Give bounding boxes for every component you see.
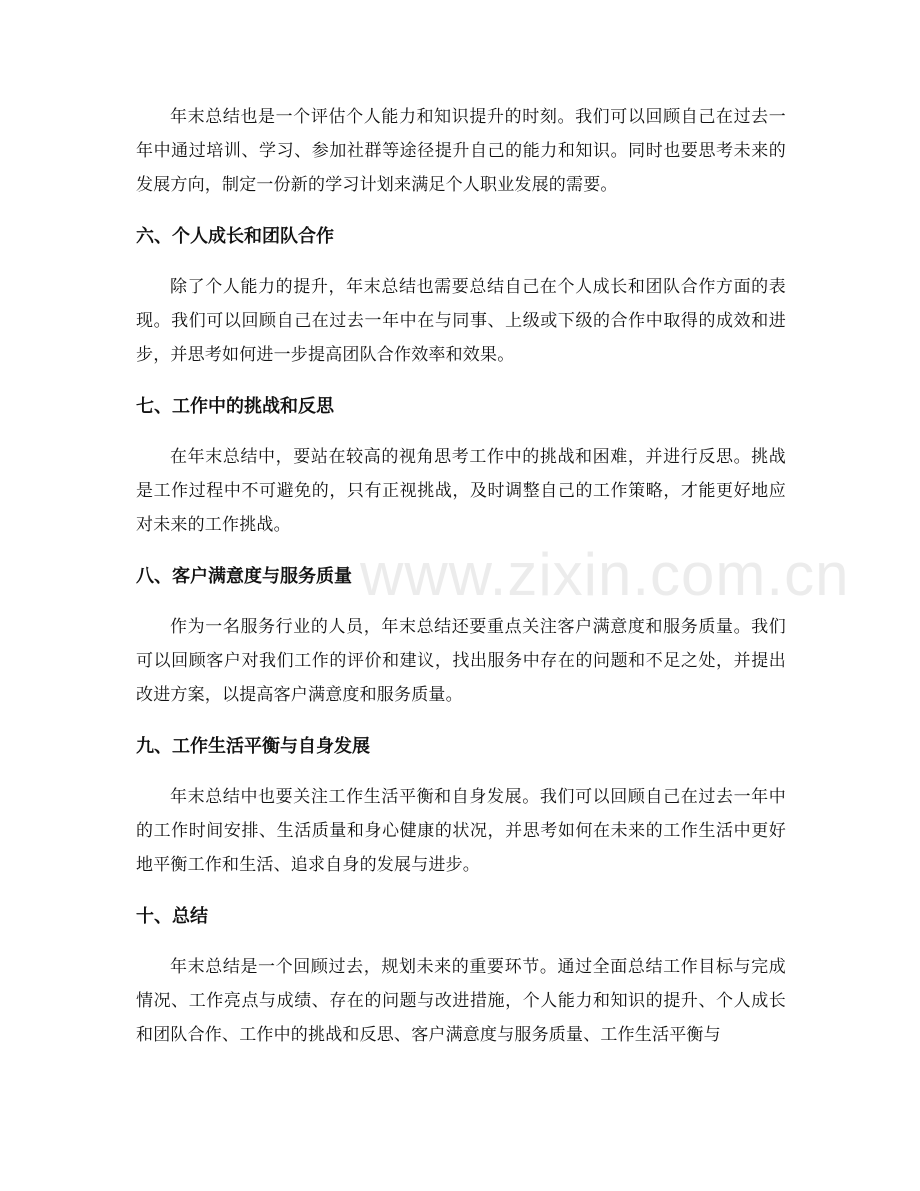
paragraph-teamwork: 除了个人能力的提升，年末总结也需要总结自己在个人成长和团队合作方面的表现。我们可以回顾自己在过去一年中在与同事、上级或下级的合作中取得的成效和进步，并思考如何进一步提高团队合作效率和效果。 (136, 277, 786, 365)
paragraph-summary: 年末总结是一个回顾过去，规划未来的重要环节。通过全面总结工作目标与完成情况、工作亮点与成绩、存在的问题与改进措施，个人能力和知识的提升、个人成长和团队合作、工作中的挑战和反思、客户满意度与服务质量、工作生活平衡与 (136, 957, 786, 1045)
watermark: www.zixin.com.cn (360, 541, 850, 608)
section-heading-9: 九、工作生活平衡与自身发展 (136, 736, 370, 757)
paragraph-challenges: 在年末总结中，要站在较高的视角思考工作中的挑战和困难，并进行反思。挑战是工作过程中不可避免的，只有正视挑战，及时调整自己的工作策略，才能更好地应对未来的工作挑战。 (136, 447, 786, 535)
section-heading-10: 十、总结 (136, 906, 208, 927)
document-body (136, 100, 786, 1070)
section-heading-8: 八、客户满意度与服务质量 (136, 566, 352, 587)
paragraph-balance: 年末总结中也要关注工作生活平衡和自身发展。我们可以回顾自己在过去一年中的工作时间安排、生活质量和身心健康的状况，并思考如何在未来的工作生活中更好地平衡工作和生活、追求自身的发展与进步。 (136, 787, 786, 875)
section-heading-7: 七、工作中的挑战和反思 (136, 396, 334, 417)
paragraph-customer: 作为一名服务行业的人员，年末总结还要重点关注客户满意度和服务质量。我们可以回顾客户对我们工作的评价和建议，找出服务中存在的问题和不足之处，并提出改进方案，以提高客户满意度和服务质量。 (136, 617, 786, 705)
section-heading-6: 六、个人成长和团队合作 (136, 226, 334, 247)
paragraph-ability: 年末总结也是一个评估个人能力和知识提升的时刻。我们可以回顾自己在过去一年中通过培训、学习、参加社群等途径提升自己的能力和知识。同时也要思考未来的发展方向，制定一份新的学习计划来满足个人职业发展的需要。 (136, 107, 786, 195)
